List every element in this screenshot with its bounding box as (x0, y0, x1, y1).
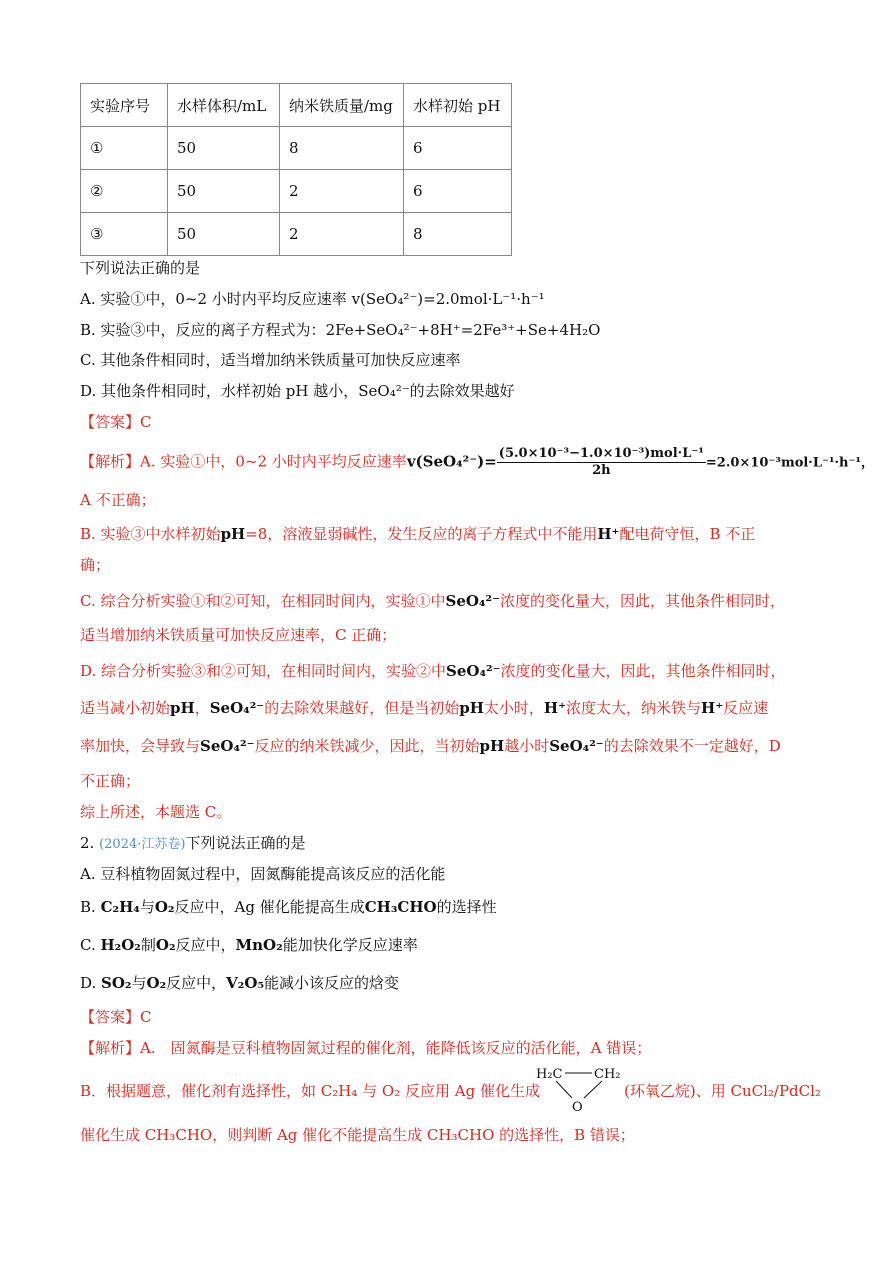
option-text: 与 (131, 974, 147, 992)
formula: C₂H₄ (100, 898, 140, 916)
q1-prompt: 下列说法正确的是 (80, 259, 201, 277)
table-header-cell: 水样初始 pH (404, 84, 512, 127)
q2-explanation-a (80, 1037, 651, 1058)
option-text: 反应中， (175, 936, 236, 954)
formula: MnO₂ (235, 936, 283, 954)
explanation-label: 【解析】 (80, 1039, 141, 1057)
explanation-text: 的去除效果越好，但是当初始 (264, 699, 460, 717)
q1-explanation-b-2: 确； (80, 556, 111, 574)
explanation-text: 浓度的变化量大，因此，其他条件相同时， (499, 592, 785, 610)
q1-option-a (80, 288, 545, 309)
q2-explanation-b-2: 催化生成 CH₃CHO，则判断 Ag 催化不能提高生成 CH₃CHO 的选择性，B 错误； (80, 1126, 635, 1144)
q1-option-b (80, 319, 600, 340)
table-cell: ③ (81, 213, 168, 256)
table-cell: 50 (168, 213, 280, 256)
explanation-text: C. 综合分析实验①和②可知，在相同时间内，实验①中 (80, 592, 446, 610)
bond (584, 1081, 602, 1098)
table-cell: 8 (280, 127, 404, 170)
explanation-text: B．根据题意，催化剂有选择性，如 C₂H₄ 与 O₂ 反应用 Ag 催化生成 (80, 1082, 540, 1100)
fraction-denominator: 2h (592, 463, 611, 478)
explanation-text: 太小时， (483, 699, 544, 717)
q1-option-d (80, 380, 515, 401)
fraction (497, 446, 706, 479)
explanation-text: 浓度太大，纳米铁与 (566, 699, 702, 717)
formula: SeO₄²⁻ (358, 382, 410, 400)
explanation-text: A. 实验①中，0~2 小时内平均反应速率 (140, 452, 407, 471)
formula: H⁺ (543, 699, 566, 717)
question-source: (2024·江苏卷) (99, 837, 186, 852)
q2-option-b (80, 896, 497, 917)
experiment-table (80, 83, 512, 256)
q1-explanation-c (80, 590, 785, 611)
formula: CH₃CHO (364, 898, 437, 916)
option-text: B. (80, 898, 101, 916)
table-cell: ① (81, 127, 168, 170)
formula: O₂ (155, 936, 176, 954)
table-row (81, 213, 512, 256)
q2-option-d (80, 972, 399, 993)
table-header-cell: 水样体积/mL (168, 84, 280, 127)
formula: SeO₄²⁻ (549, 737, 604, 755)
explanation-text: 反应速 (723, 699, 769, 717)
q1-option-c: C. 其他条件相同时，适当增加纳米铁质量可加快反应速率 (80, 351, 461, 369)
formula: v(SeO₄²⁻)=2.0mol·L⁻¹·h⁻¹ (351, 290, 545, 308)
formula: v(SeO₄²⁻)= (406, 452, 497, 471)
q1-explanation-d (80, 660, 786, 681)
option-text: B. 实验③中，反应的离子方程式为： (80, 321, 326, 339)
structure-label-o: O (572, 1100, 583, 1114)
q2-answer: 【答案】C (80, 1008, 152, 1026)
q1-explanation-a-2: A 不正确； (80, 491, 156, 509)
q2-option-c (80, 934, 418, 955)
table-cell: 8 (404, 213, 512, 256)
option-text: 与 (139, 898, 155, 916)
formula: H⁺ (701, 699, 724, 717)
explanation-text: 越小时 (504, 737, 550, 755)
table-row (81, 170, 512, 213)
table-cell: 2 (280, 170, 404, 213)
explanation-text: 反应的纳米铁减少，因此，当初始 (254, 737, 480, 755)
option-text: 制 (140, 936, 156, 954)
option-text: 反应中，Ag 催化能提高生成 (174, 898, 365, 916)
q2-explanation-b (80, 1080, 540, 1101)
table-cell: 50 (168, 170, 280, 213)
formula: H₂O₂ (100, 936, 141, 954)
option-text: 的去除效果越好 (409, 382, 515, 400)
q2-prompt: 下列说法正确的是 (185, 834, 306, 852)
formula: V₂O₅ (226, 974, 265, 992)
formula: 2Fe+SeO₄²⁻+8H⁺=2Fe³⁺+Se+4H₂O (325, 321, 601, 339)
question-number: 2. (80, 834, 95, 852)
table-cell: ② (81, 170, 168, 213)
formula: pH (220, 525, 246, 543)
table-header-cell: 实验序号 (81, 84, 168, 127)
formula: O₂ (154, 898, 175, 916)
formula: pH (479, 737, 505, 755)
explanation-text: 浓度的变化量大，因此，其他条件相同时， (500, 662, 786, 680)
option-text: D. 其他条件相同时，水样初始 pH 越小， (80, 382, 359, 400)
table-cell: 2 (280, 213, 404, 256)
formula: SeO₄²⁻ (445, 592, 500, 610)
formula: =2.0×10⁻³mol·L⁻¹·h⁻¹， (705, 455, 875, 471)
ethylene-oxide-structure (534, 1062, 626, 1114)
option-text: A. 实验①中，0~2 小时内平均反应速率 (80, 290, 352, 308)
formula: H⁺ (597, 525, 620, 543)
explanation-text: 配电荷守恒，B 不正 (619, 525, 756, 543)
explanation-text: D. 综合分析实验③和②可知，在相同时间内，实验②中 (80, 662, 447, 680)
option-text: 的选择性 (436, 898, 497, 916)
formula: SeO₄²⁻ (209, 699, 265, 717)
q1-explanation-b (80, 523, 755, 544)
structure-label-right: CH₂ (594, 1067, 621, 1082)
q1-explanation-d-4: 不正确； (80, 772, 141, 790)
q1-explanation-c-2: 适当增加纳米铁质量可加快反应速率，C 正确； (80, 626, 397, 644)
option-text: 能减小该反应的焓变 (264, 974, 400, 992)
explanation-text: 的去除效果不一定越好，D (603, 737, 781, 755)
explanation-label: 【解析】 (80, 452, 141, 471)
q1-answer: 【答案】C (80, 413, 152, 431)
q2-option-a: A. 豆科植物固氮过程中，固氮酶能提高该反应的活化能 (80, 865, 446, 883)
option-text: 反应中， (166, 974, 227, 992)
table-header-row (81, 84, 512, 127)
table-header-cell: 纳米铁质量/mg (280, 84, 404, 127)
explanation-text: B. 实验③中水样初始 (80, 525, 221, 543)
explanation-text: A. 固氮酶是豆科植物固氮过程的催化剂，能降低该反应的活化能，A 错误； (140, 1039, 652, 1057)
formula: pH (459, 699, 484, 717)
table-cell: 6 (404, 127, 512, 170)
explanation-text: 适当减小初始 (80, 699, 171, 717)
option-text: C. (80, 936, 101, 954)
explanation-text: ， (194, 699, 210, 717)
q1-summary: 综上所述，本题选 C。 (80, 803, 232, 821)
fraction-numerator: (5.0×10⁻³−1.0×10⁻³)mol·L⁻¹ (498, 446, 704, 461)
explanation-text: =8，溶液显弱碱性，发生反应的离子方程式中不能用 (245, 525, 598, 543)
q2-header (80, 832, 305, 853)
q2-explanation-b-tail: (环氧乙烷)、用 CuCl₂/PdCl₂ (624, 1082, 821, 1100)
formula: O₂ (146, 974, 167, 992)
table-cell: 6 (404, 170, 512, 213)
explanation-text: 率加快，会导致与 (80, 737, 201, 755)
table-cell: 50 (168, 127, 280, 170)
option-text: D. (80, 974, 102, 992)
q1-explanation-a (80, 446, 874, 479)
q1-explanation-d-2 (80, 697, 768, 718)
structure-label-left: H₂C (536, 1067, 563, 1082)
formula: pH (170, 699, 195, 717)
table-row (81, 127, 512, 170)
formula: SeO₄²⁻ (446, 662, 501, 680)
q1-explanation-d-3 (80, 735, 781, 756)
formula: SO₂ (101, 974, 132, 992)
option-text: 能加快化学反应速率 (282, 936, 418, 954)
formula: SeO₄²⁻ (200, 737, 255, 755)
bond (556, 1081, 572, 1098)
